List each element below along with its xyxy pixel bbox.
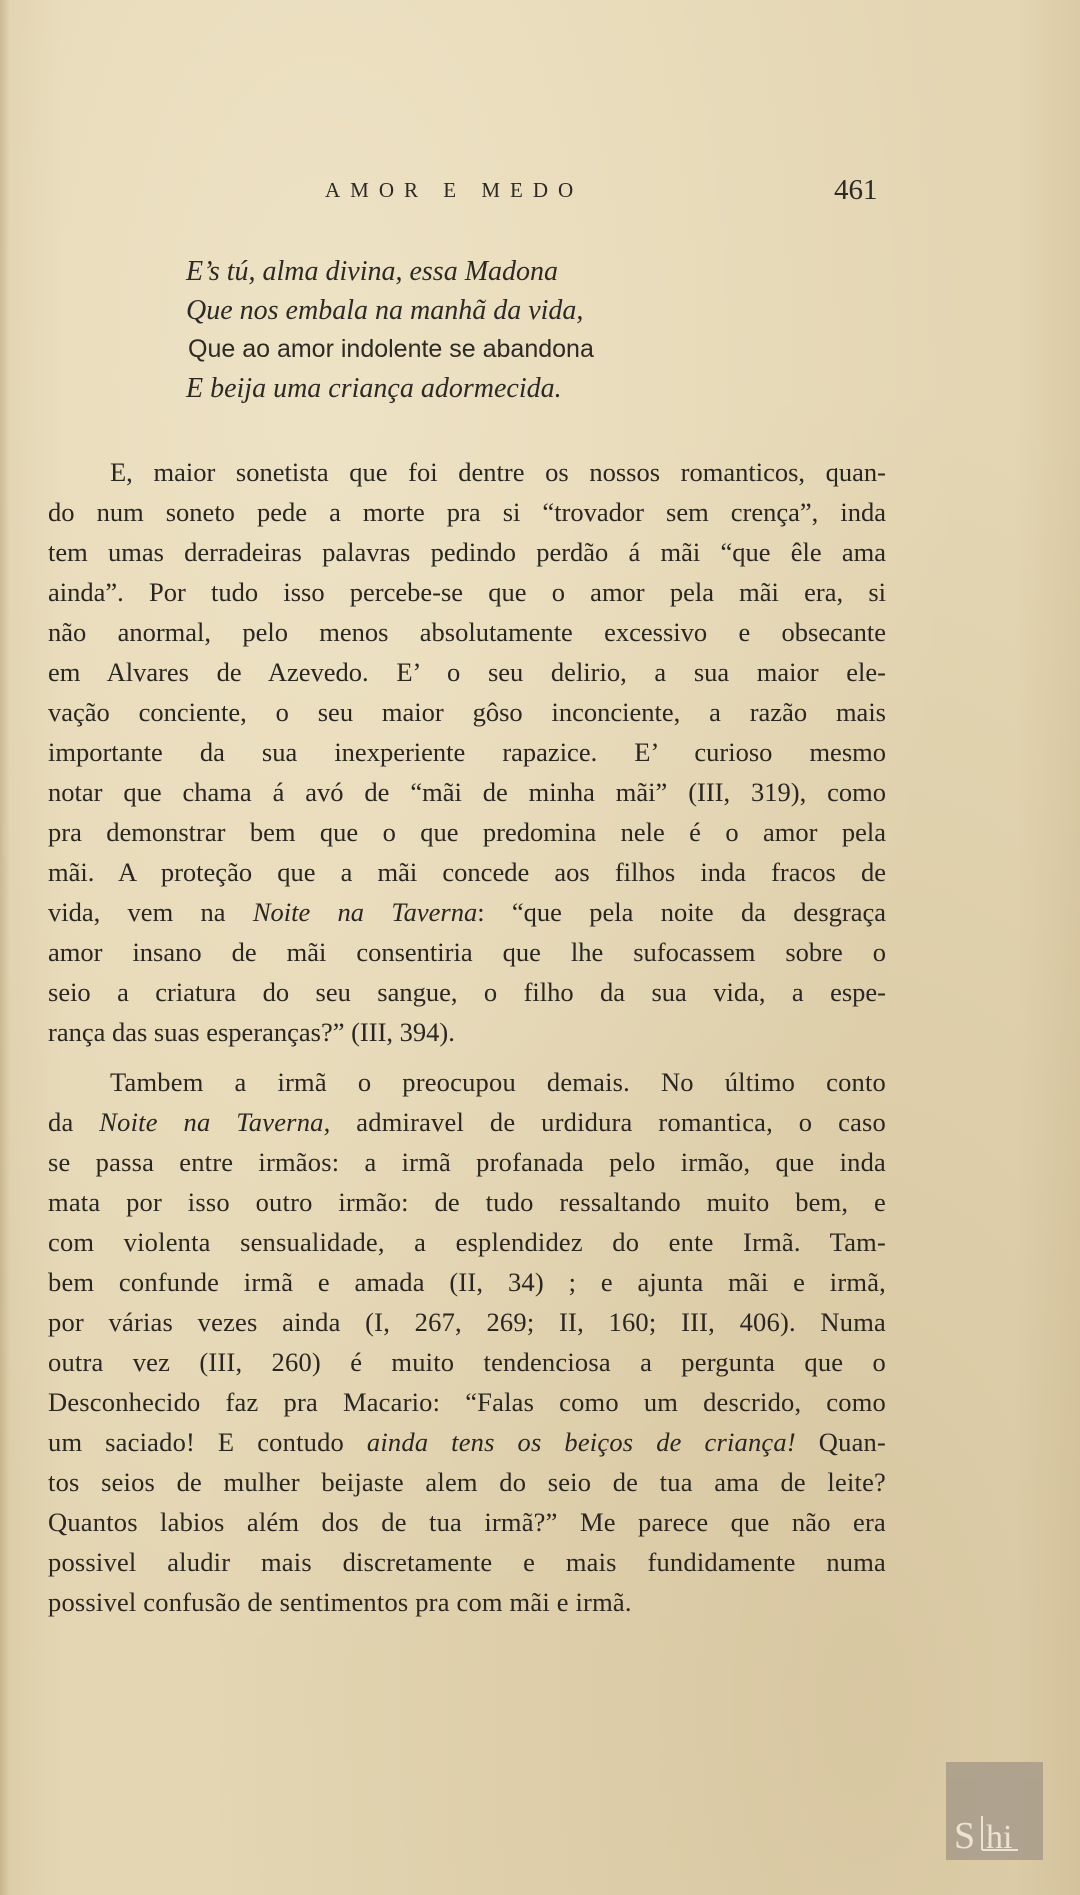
text-line: possivel aludir mais discretamente e mais fundidamente numa xyxy=(48,1547,886,1577)
slhi-logo-icon xyxy=(946,1800,1043,1860)
text-line: mãi. A proteção que a mãi concede aos filhos inda fracos de xyxy=(48,857,886,887)
page-edge-shadow xyxy=(0,0,10,1895)
svg-text:hi: hi xyxy=(986,1819,1013,1856)
body-text xyxy=(48,452,886,1622)
text-line: E, maior sonetista que foi dentre os nossos romanticos, quan- xyxy=(110,457,886,487)
text-segment: admiravel de urdidura romantica, o caso xyxy=(356,1107,886,1137)
text-line: Desconhecido faz pra Macario: “Falas como um descrido, como xyxy=(48,1387,886,1417)
text-segment: da xyxy=(48,1107,74,1137)
text-line: se passa entre irmãos: a irmã profanada pelo irmão, que inda xyxy=(48,1147,886,1177)
text-segment: um saciado! E contudo xyxy=(48,1427,344,1457)
poem-line: Que nos embala na manhã da vida, xyxy=(186,295,584,326)
text-line: seio a criatura do seu sangue, o filho da sua vida, a espe- xyxy=(48,977,886,1007)
text-line: pra demonstrar bem que o que predomina nele é o amor pela xyxy=(48,817,886,847)
quoted-italic: ainda tens os beiços de criança! xyxy=(366,1427,796,1457)
library-logo xyxy=(946,1762,1043,1860)
text-line: bem confunde irmã e amada (II, 34) ; e ajunta mãi e irmã, xyxy=(48,1267,886,1297)
text-segment: vida, vem na xyxy=(48,897,226,927)
text-line xyxy=(48,892,886,932)
text-line: Quantos labios além dos de tua irmã?” Me parece que não era xyxy=(48,1507,886,1537)
poem-quote xyxy=(186,252,746,408)
text-line: amor insano de mãi consentiria que lhe sufocassem sobre o xyxy=(48,937,886,967)
text-line: importante da sua inexperiente rapazice. E’ curioso mesmo xyxy=(48,737,886,767)
text-line: ainda”. Por tudo isso percebe-se que o amor pela mãi era, si xyxy=(48,577,886,607)
text-line: notar que chama á avó de “mãi de minha mãi” (III, 319), como xyxy=(48,777,886,807)
text-line: não anormal, pelo menos absolutamente excessivo e obsecante xyxy=(48,617,886,647)
text-segment: : “que pela noite da desgraça xyxy=(477,897,886,927)
text-line: Tambem a irmã o preocupou demais. No último conto xyxy=(110,1067,886,1097)
poem-line: E’s tú, alma divina, essa Madona xyxy=(186,256,559,287)
text-line: possivel confusão de sentimentos pra com mãi e irmã. xyxy=(48,1587,632,1617)
text-line: em Alvares de Azevedo. E’ o seu delirio, a sua maior ele- xyxy=(48,657,886,687)
text-segment: Quan- xyxy=(818,1427,887,1457)
poem-line: Que ao amor indolente se abandona xyxy=(188,335,594,363)
book-title: Noite na Taverna xyxy=(252,897,478,927)
text-line: rança das suas esperanças?” (III, 394). xyxy=(48,1017,455,1047)
text-line: mata por isso outro irmão: de tudo ressaltando muito bem, e xyxy=(48,1187,886,1217)
running-title: AMOR E MEDO xyxy=(325,178,584,202)
poem-line: E beija uma criança adormecida. xyxy=(186,373,562,404)
text-line: tos seios de mulher beijaste alem do seio de tua ama de leite? xyxy=(48,1467,886,1497)
text-line xyxy=(48,1422,886,1462)
text-line: do num soneto pede a morte pra si “trovador sem crença”, inda xyxy=(48,497,886,527)
text-line xyxy=(48,1102,886,1142)
paragraph-2 xyxy=(48,1062,886,1622)
svg-text:S: S xyxy=(954,1815,976,1857)
page-number: 461 xyxy=(834,174,878,206)
text-line: por várias vezes ainda (I, 267, 269; II, 160; III, 406). Numa xyxy=(48,1307,886,1337)
book-title: Noite na Taverna, xyxy=(99,1107,331,1137)
text-line: outra vez (III, 260) é muito tendenciosa a pergunta que o xyxy=(48,1347,886,1377)
text-line: com violenta sensualidade, a esplendidez do ente Irmã. Tam- xyxy=(48,1227,886,1257)
text-line: vação conciente, o seu maior gôso inconciente, a razão mais xyxy=(48,697,886,727)
text-line: tem umas derradeiras palavras pedindo perdão á mãi “que êle ama xyxy=(48,537,886,567)
paragraph-1 xyxy=(48,452,886,1052)
